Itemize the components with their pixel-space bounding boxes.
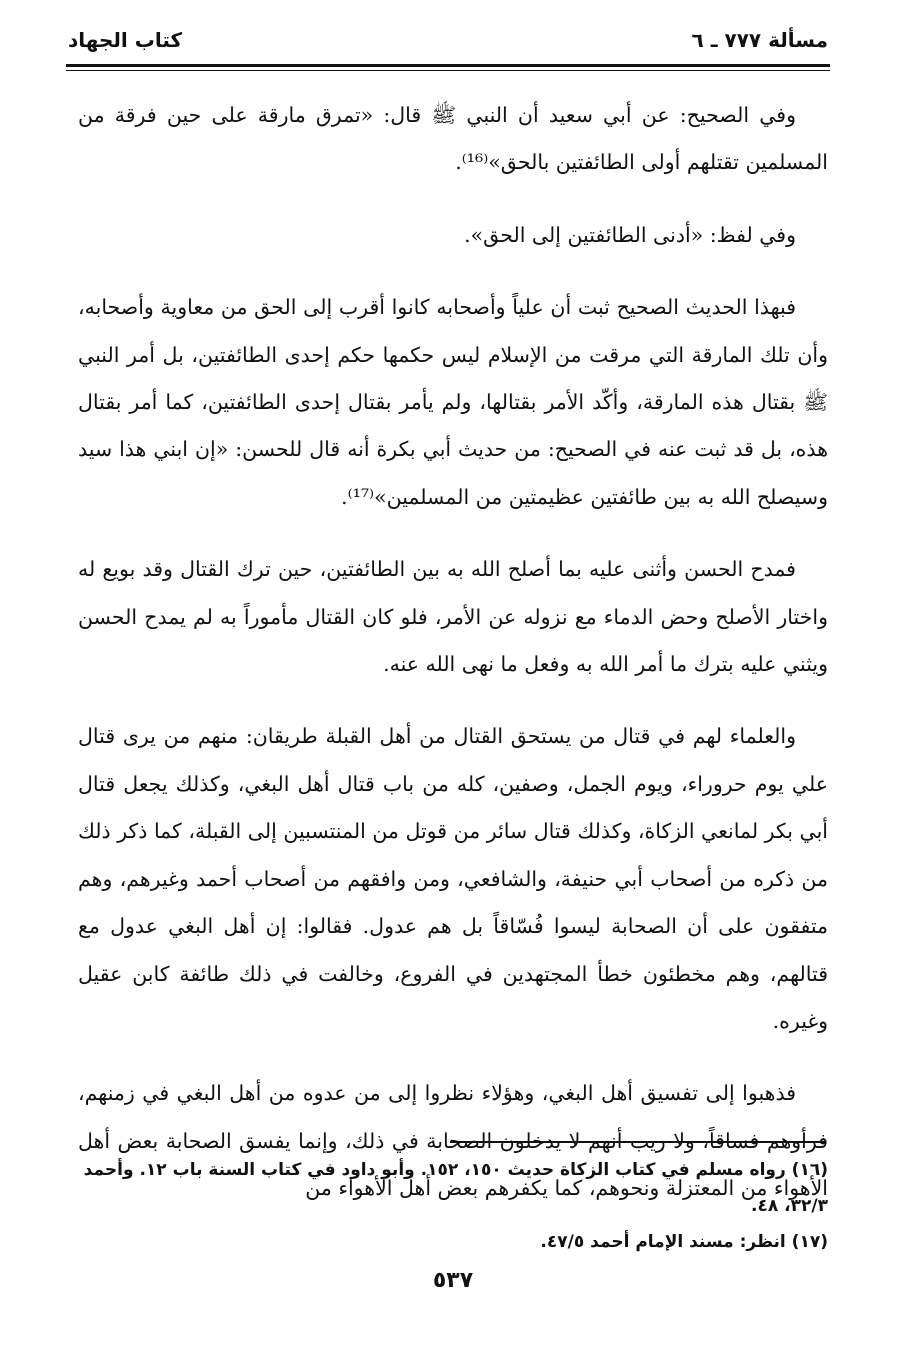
- running-header: [68, 22, 828, 58]
- paragraph: فمدح الحسن وأثنى عليه بما أصلح الله به بين الطائفتين، حين ترك القتال وقد بويع له واختار الأصلح وحض الدماء مع نزوله عن الأمر، فلو كان القتال مأموراً به لم يمدح الحسن ويثني عليه بترك ما أمر الله به وفعل ما نهى الله عنه.: [78, 557, 828, 677]
- paragraph: فذهبوا إلى تفسيق أهل البغي، وهؤلاء نظروا إلى من عدوه من أهل البغي في زمنهم، فرأوهم فساقاً، ولا ريب أنهم لا يدخلون الصحابة في ذلك، وإنما يفسق الصحابة بعض أهل الأهواء من المعتزلة ونحوهم، كما يكفرهم بعض أهل الأهواء من: [78, 1081, 828, 1201]
- footnote-16: (١٦) رواه مسلم في كتاب الزكاة حديث ١٥٠، ١٥٢. وأبو داود في كتاب السنة باب ١٢. وأحمد ٣٢/٣، ٤٨.: [83, 1160, 828, 1216]
- header-book-title: كتاب الجهاد: [68, 28, 183, 52]
- paragraph: وفي لفظ: «أدنى الطائفتين إلى الحق».: [464, 222, 796, 247]
- header-issue-number: مسألة ٧٧٧ ـ ٦: [691, 28, 828, 52]
- footnotes: [78, 1152, 828, 1260]
- main-text: [78, 92, 828, 1238]
- page-number: ٥٣٧: [432, 1268, 474, 1293]
- paragraph: وفي الصحيح: عن أبي سعيد أن النبي ﷺ قال: «تمرق مارقة على حين فرقة من المسلمين تقتلهم أولى الطائفتين بالحق»⁽¹⁶⁾.: [78, 103, 828, 175]
- footnote-divider: [450, 1141, 826, 1143]
- header-divider: [66, 64, 830, 71]
- paragraph: فبهذا الحديث الصحيح ثبت أن علياً وأصحابه كانوا أقرب إلى الحق من معاوية وأصحابه، وأن تلك المارقة التي مرقت من الإسلام ليس حكمها حكم إحدى الطائفتين، بل أمر النبي ﷺ بقتال هذه المارقة، وأكّد الأمر بقتالها، ولم يأمر بقتال إحدى الطائفتين، كما أمر بقتال هذه، بل قد ثبت عنه في الصحيح: من حديث أبي بكرة أنه قال للحسن: «إن ابني هذا سيد وسيصلح الله به بين طائفتين عظيمتين من المسلمين»⁽¹⁷⁾.: [78, 295, 828, 509]
- footnote-17: (١٧) انظر: مسند الإمام أحمد ٤٧/٥.: [540, 1232, 828, 1252]
- paragraph: والعلماء لهم في قتال من يستحق القتال من أهل القبلة طريقان: منهم من يرى قتال علي يوم حروراء، ويوم الجمل، وصفين، كله من باب قتال أهل البغي، وكذلك يجعل قتال أبي بكر لمانعي الزكاة، وكذلك قتال سائر من قوتل من المنتسبين إلى القبلة، كما ذكر ذلك من ذكره من أصحاب أبي حنيفة، والشافعي، ومن وافقهم من أصحاب أحمد وغيرهم، وهم متفقون على أن الصحابة ليسوا فُسّاقاً بل هم عدول. فقالوا: إن أهل البغي عدول مع قتالهم، وهم مخطئون خطأ المجتهدين في الفروع، وخالفت في ذلك طائفة كابن عقيل وغيره.: [78, 724, 828, 1033]
